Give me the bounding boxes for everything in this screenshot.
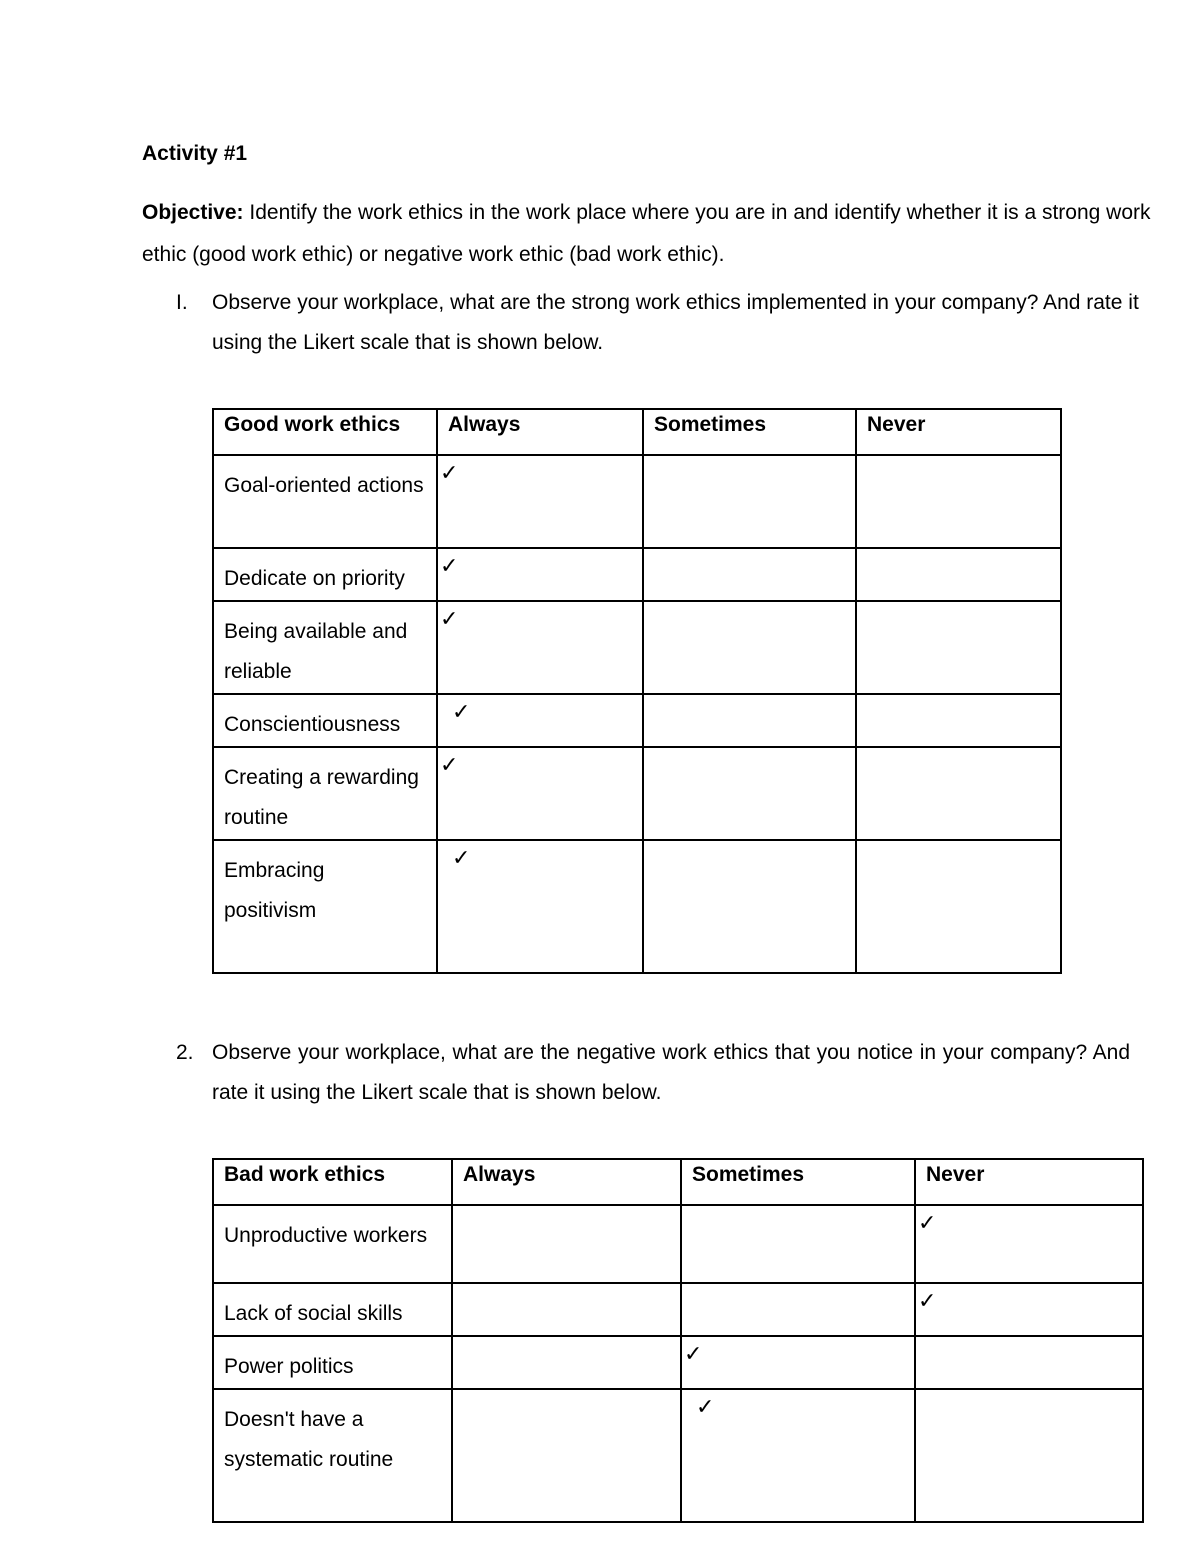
question-2-text: Observe your workplace, what are the negative work ethics that you notice in your company? And rate it using the Likert scale that is shown below. xyxy=(212,1041,1130,1104)
ethic-label: Conscientiousness xyxy=(213,694,437,747)
header-sometimes: Sometimes xyxy=(643,409,856,455)
table-row xyxy=(213,1283,1143,1336)
question-2-number: 2. xyxy=(176,1041,194,1064)
cell-sometimes xyxy=(643,455,856,548)
check-mark-icon: ✓ xyxy=(452,845,471,870)
table-row xyxy=(213,455,1061,548)
cell-always xyxy=(437,455,643,548)
cell-never xyxy=(856,840,1061,973)
cell-never xyxy=(856,694,1061,747)
header-ethic: Good work ethics xyxy=(213,409,437,455)
table-row xyxy=(213,747,1061,840)
check-mark-icon: ✓ xyxy=(696,1394,715,1419)
cell-sometimes xyxy=(643,548,856,601)
check-mark-icon: ✓ xyxy=(918,1288,937,1313)
question-1-text: Observe your workplace, what are the strong work ethics implemented in your company? And rate it using the Likert scale that is shown below. xyxy=(212,291,1139,354)
cell-never xyxy=(856,747,1061,840)
ethic-label: Goal-oriented actions xyxy=(213,455,437,548)
cell-sometimes xyxy=(643,747,856,840)
ethic-label: Power politics xyxy=(213,1336,452,1389)
good-work-ethics-table xyxy=(212,408,1062,974)
cell-sometimes xyxy=(681,1205,915,1283)
table-row xyxy=(213,694,1061,747)
cell-sometimes xyxy=(681,1389,915,1522)
cell-never xyxy=(915,1336,1143,1389)
cell-always xyxy=(452,1336,681,1389)
table-row xyxy=(213,1389,1143,1522)
ethic-label: Being available and reliable xyxy=(213,601,437,694)
ethic-label: Dedicate on priority xyxy=(213,548,437,601)
ethic-label: Creating a rewarding routine xyxy=(213,747,437,840)
objective-text: Identify the work ethics in the work place where you are in and identify whether it is a strong work ethic (good work ethic) or negative work ethic (bad work ethic). xyxy=(142,201,1151,266)
check-mark-icon: ✓ xyxy=(918,1210,937,1235)
objective-paragraph xyxy=(142,192,1172,276)
question-1-number: I. xyxy=(176,291,188,314)
table-row xyxy=(213,840,1061,973)
header-always: Always xyxy=(437,409,643,455)
objective-label: Objective: xyxy=(142,201,244,224)
table-row xyxy=(213,548,1061,601)
cell-always xyxy=(437,840,643,973)
cell-always xyxy=(452,1389,681,1522)
table-header-row xyxy=(213,409,1061,455)
check-mark-icon: ✓ xyxy=(440,553,459,578)
check-mark-icon: ✓ xyxy=(684,1341,703,1366)
table-row xyxy=(213,1336,1143,1389)
header-never: Never xyxy=(856,409,1061,455)
cell-always xyxy=(452,1205,681,1283)
cell-never xyxy=(856,455,1061,548)
cell-never xyxy=(915,1389,1143,1522)
table-row xyxy=(213,1205,1143,1283)
ethic-label: Unproductive workers xyxy=(213,1205,452,1283)
question-1 xyxy=(176,283,1142,363)
header-sometimes: Sometimes xyxy=(681,1159,915,1205)
header-never: Never xyxy=(915,1159,1143,1205)
cell-sometimes xyxy=(643,601,856,694)
ethic-label: Lack of social skills xyxy=(213,1283,452,1336)
cell-sometimes xyxy=(643,694,856,747)
header-ethic: Bad work ethics xyxy=(213,1159,452,1205)
cell-always xyxy=(437,548,643,601)
cell-always xyxy=(437,694,643,747)
cell-never xyxy=(856,548,1061,601)
check-mark-icon: ✓ xyxy=(452,699,471,724)
table-row xyxy=(213,601,1061,694)
cell-sometimes xyxy=(681,1336,915,1389)
ethic-label: Doesn't have a systematic routine xyxy=(213,1389,452,1522)
ethic-label: Embracing positivism xyxy=(213,840,437,973)
cell-always xyxy=(452,1283,681,1336)
cell-never xyxy=(856,601,1061,694)
check-mark-icon: ✓ xyxy=(440,460,459,485)
cell-never xyxy=(915,1283,1143,1336)
bad-work-ethics-table xyxy=(212,1158,1144,1523)
activity-title: Activity #1 xyxy=(142,142,248,165)
table-header-row xyxy=(213,1159,1143,1205)
cell-always xyxy=(437,601,643,694)
cell-sometimes xyxy=(643,840,856,973)
cell-sometimes xyxy=(681,1283,915,1336)
check-mark-icon: ✓ xyxy=(440,606,459,631)
check-mark-icon: ✓ xyxy=(440,752,459,777)
cell-always xyxy=(437,747,643,840)
cell-never xyxy=(915,1205,1143,1283)
header-always: Always xyxy=(452,1159,681,1205)
question-2 xyxy=(176,1033,1130,1113)
